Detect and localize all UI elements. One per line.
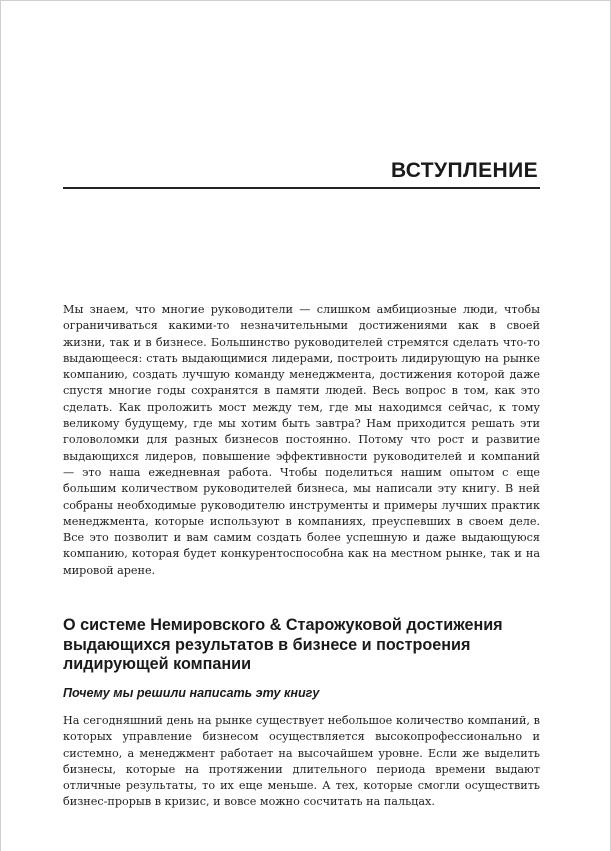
chapter-title-rule [63,187,540,189]
subsection-title: Почему мы решили написать эту книгу [63,686,320,700]
section-paragraph: На сегодняшний день на рынке существует небольшое количество компаний, в которых управление бизнесом осуществляется высокопрофессионально и системно, а менеджмент работает на высочайшем уровне. Если же выделить бизнесы, которые на протяжении длительного периода времени выдают отличные результаты, то их еще меньше. А тех, которые смогли осуществить бизнес-прорыв в кризис, и вовсе можно сосчитать на пальцах. [63,714,540,809]
section-title: О системе Немировского & Старожуковой достижения выдающихся результатов в бизнесе и построения лидирующей компании [63,616,503,673]
intro-paragraph: Мы знаем, что многие руководители — слишком амбициозные люди, чтобы ограничиваться какими-то незначительными достижениями как в своей жизни, так и в бизнесе. Большинство руководителей стремятся сделать что-то выдающееся: стать выдающимися лидерами, построить лидирующую на рынке компанию, создать лучшую команду менеджмента, достижения которой даже спустя многие годы сохранятся в памяти людей. Весь вопрос в том, как это сделать. Как проложить мост между тем, где мы находимся сейчас, к тому великому будущему, где мы хотим быть завтра? Нам приходится решать эти головоломки для разных бизнесов постоянно. Потому что рост и развитие выдающихся лидеров, повышение эффективности руководителей и компаний — это наша ежедневная работа. Чтобы поделиться нашим опытом с еще большим количеством руководителей бизнеса, мы написали эту книгу. В ней собраны необходимые руководителю инструменты и примеры лучших практик менеджмента, которые используют в компаниях, преуспевших в своем деле. Все это позволит и вам самим создать более успешную и даже выдающуюся компанию, которая будет конкурентоспособна как на местном рынке, так и на мировой арене. [63,303,540,577]
chapter-title: ВСТУПЛЕНИЕ [390,159,538,182]
